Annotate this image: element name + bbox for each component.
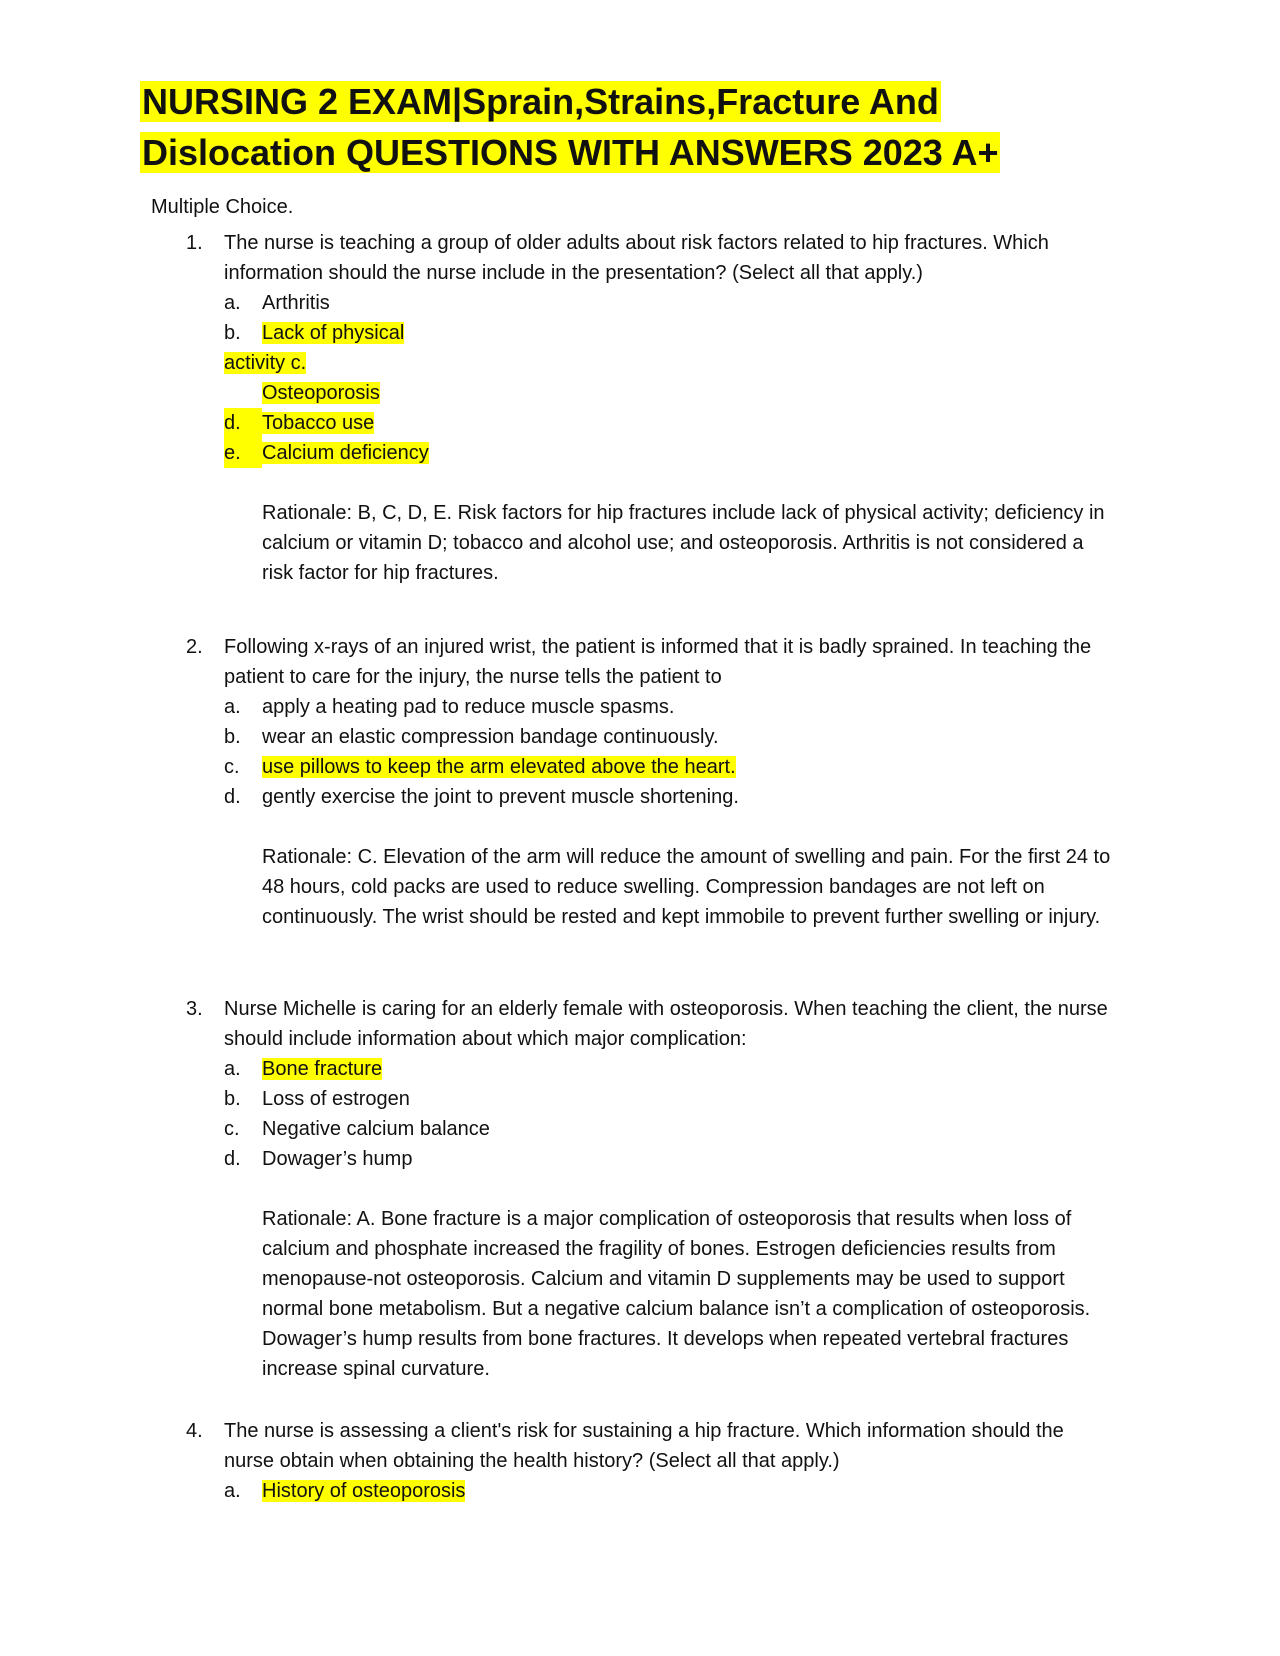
option-a: a. History of osteoporosis: [224, 1480, 466, 1502]
question-3: [186, 994, 1116, 1384]
option-c: c. Negative calcium balance: [224, 1118, 490, 1140]
option-c: c. use pillows to keep the arm elevated above the heart.: [224, 756, 736, 778]
rationale: Rationale: B, C, D, E. Risk factors for hip fractures include lack of physical activity; deficiency in calcium or vitamin D; tobacco and alcohol use; and osteoporosis. Arthritis is not considered a risk factor for hip fractures.: [262, 502, 1105, 584]
option-a: a. Bone fracture: [224, 1058, 383, 1080]
intro-text: Multiple Choice.: [151, 196, 294, 218]
question-text: Nurse Michelle is caring for an elderly female with osteoporosis. When teaching the client, the nurse should include information about which major complication:: [224, 998, 1108, 1050]
option-d: d. Tobacco use: [224, 408, 1116, 438]
question-text: The nurse is teaching a group of older adults about risk factors related to hip fractures. Which information should the nurse include in the presentation? (Select all that apply.): [224, 232, 1049, 284]
option-e: e. Calcium deficiency: [224, 438, 1116, 468]
question-number: 1.: [186, 232, 203, 254]
option-b: b. Lack of physical: [224, 322, 405, 344]
question-number: 4.: [186, 1420, 203, 1442]
option-b: b. wear an elastic compression bandage continuously.: [224, 726, 719, 748]
option-d: d. gently exercise the joint to prevent muscle shortening.: [224, 786, 739, 808]
document-title: [140, 76, 1060, 178]
question-4: [186, 1416, 1116, 1506]
rationale: Rationale: A. Bone fracture is a major complication of osteoporosis that results when loss of calcium and phosphate increased the fragility of bones. Estrogen deficiencies results from menopause-not osteoporosis. Calcium and vitamin D supplements may be used to support normal bone metabolism. But a negative calcium balance isn’t a complication of osteoporosis. Dowager’s hump results from bone fractures. It develops when repeated vertebral fractures increase spinal curvature.: [262, 1208, 1091, 1380]
title-line-1: NURSING 2 EXAM|Sprain,Strains,Fracture And: [142, 81, 939, 122]
question-2: [186, 632, 1116, 932]
option-a: a. apply a heating pad to reduce muscle spasms.: [224, 696, 675, 718]
rationale: Rationale: C. Elevation of the arm will reduce the amount of swelling and pain. For the first 24 to 48 hours, cold packs are used to reduce swelling. Compression bandages are not left on continuously. The wrist should be rested and kept immobile to prevent further swelling or injury.: [262, 846, 1111, 928]
option-d: d. Dowager’s hump: [224, 1148, 413, 1170]
option-broken-line: activity c.: [224, 352, 307, 374]
option-c: Osteoporosis: [262, 382, 380, 404]
option-a: a. Arthritis: [224, 292, 330, 314]
option-b: b. Loss of estrogen: [224, 1088, 410, 1110]
question-1: [186, 228, 1116, 588]
question-number: 2.: [186, 636, 203, 658]
question-text: The nurse is assessing a client's risk for sustaining a hip fracture. Which information should the nurse obtain when obtaining the health history? (Select all that apply.): [224, 1420, 1064, 1472]
question-number: 3.: [186, 998, 203, 1020]
title-line-2: Dislocation QUESTIONS WITH ANSWERS 2023 A+: [142, 132, 999, 173]
question-text: Following x-rays of an injured wrist, the patient is informed that it is badly sprained. In teaching the patient to care for the injury, the nurse tells the patient to: [224, 636, 1092, 688]
